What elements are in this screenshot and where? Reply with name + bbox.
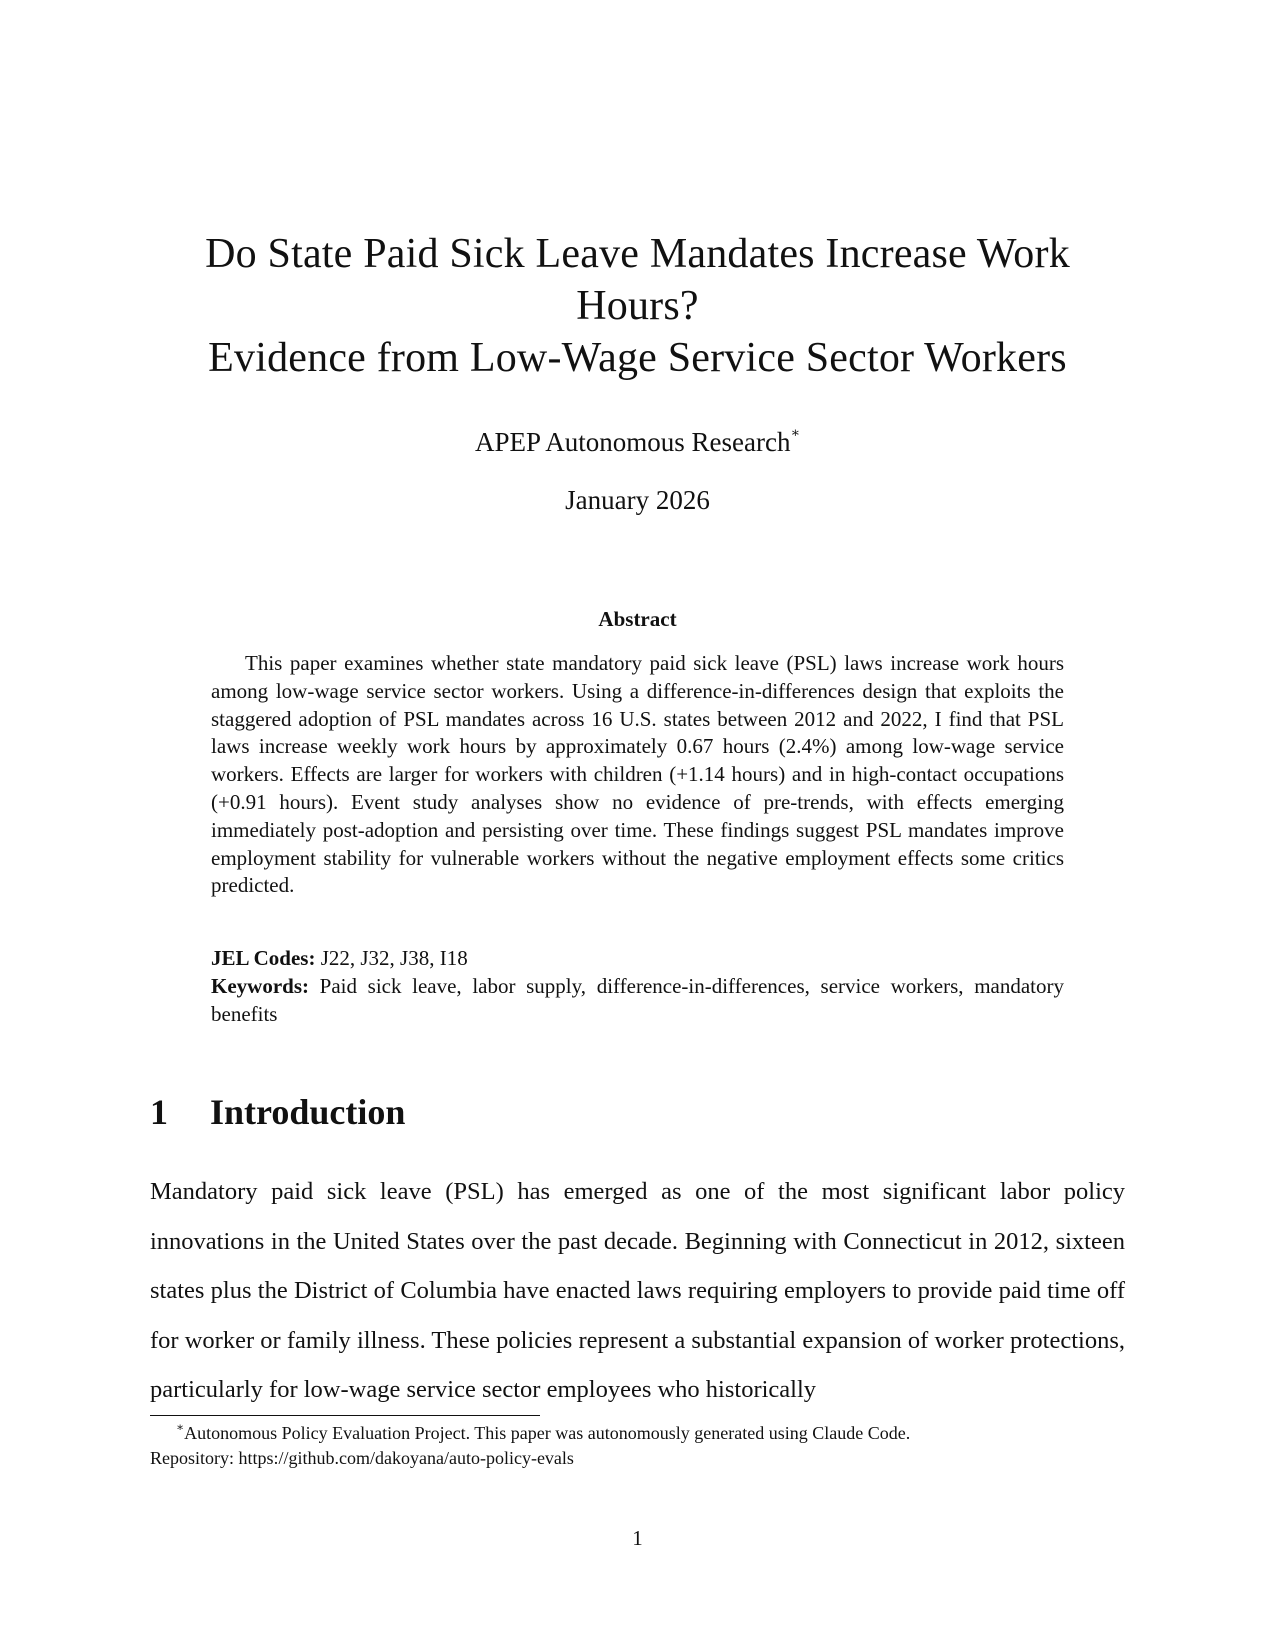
- title-line-1: Do State Paid Sick Leave Mandates Increase Work: [205, 231, 1070, 277]
- abstract-body: This paper examines whether state mandatory paid sick leave (PSL) laws increase work hours among low-wage service sector workers. Using a difference-in-differences design that exploits the staggered adoption of PSL mandates across 16 U.S. states between 2012 and 2022, I find that PSL laws increase weekly work hours by approximately 0.67 hours (2.4%) among low-wage service workers. Effects are larger for workers with children (+1.14 hours) and in high-contact occupations (+0.91 hours). Event study analyses show no evidence of pre-trends, with effects emerging immediately post-adoption and persisting over time. These findings suggest PSL mandates improve employment stability for vulnerable workers without the negative employment effects some critics predicted.: [211, 651, 1064, 898]
- section-title: Introduction: [210, 1092, 406, 1132]
- footnote: [150, 1421, 1125, 1471]
- footnote-repository: Repository: https://github.com/dakoyana/auto-policy-evals: [150, 1448, 574, 1468]
- abstract-metadata: [211, 945, 1064, 1028]
- keywords-label: Keywords:: [211, 973, 309, 998]
- page-number: 1: [632, 1526, 643, 1550]
- author-footnote-mark: ∗: [790, 426, 800, 441]
- author-name: APEP Autonomous Research: [475, 427, 791, 457]
- abstract-heading: Abstract: [598, 607, 677, 631]
- footnote-line-1: [150, 1421, 1125, 1446]
- jel-codes-line: [211, 945, 1064, 973]
- jel-codes-label: JEL Codes:: [211, 946, 316, 970]
- paper-title: [150, 228, 1125, 384]
- paper-date: January 2026: [565, 485, 710, 515]
- jel-codes-value: J22, J32, J38, I18: [320, 946, 468, 970]
- footnote-text: Autonomous Policy Evaluation Project. This paper was autonomously generated using Claude Code.: [184, 1423, 911, 1443]
- keywords-line: [211, 973, 1064, 1029]
- title-line-2: Hours?: [576, 283, 699, 329]
- footnote-divider: [150, 1415, 540, 1416]
- section-heading-introduction: [150, 1090, 405, 1134]
- keywords-value: Paid sick leave, labor supply, difference-in-differences, service workers, mandatory benefits: [211, 973, 1064, 1026]
- title-line-3: Evidence from Low-Wage Service Sector Workers: [208, 335, 1067, 381]
- section-number: 1: [150, 1092, 168, 1132]
- author-line: [150, 425, 1125, 459]
- introduction-paragraph: Mandatory paid sick leave (PSL) has emerged as one of the most significant labor policy innovations in the United States over the past decade. Beginning with Connecticut in 2012, sixteen states plus the District of Columbia have enacted laws requiring employers to provide paid time off for worker or family illness. These policies represent a substantial expansion of worker protections, particularly for low-wage service sector employees who historically: [150, 1178, 1125, 1403]
- footnote-mark: ∗: [176, 1420, 185, 1434]
